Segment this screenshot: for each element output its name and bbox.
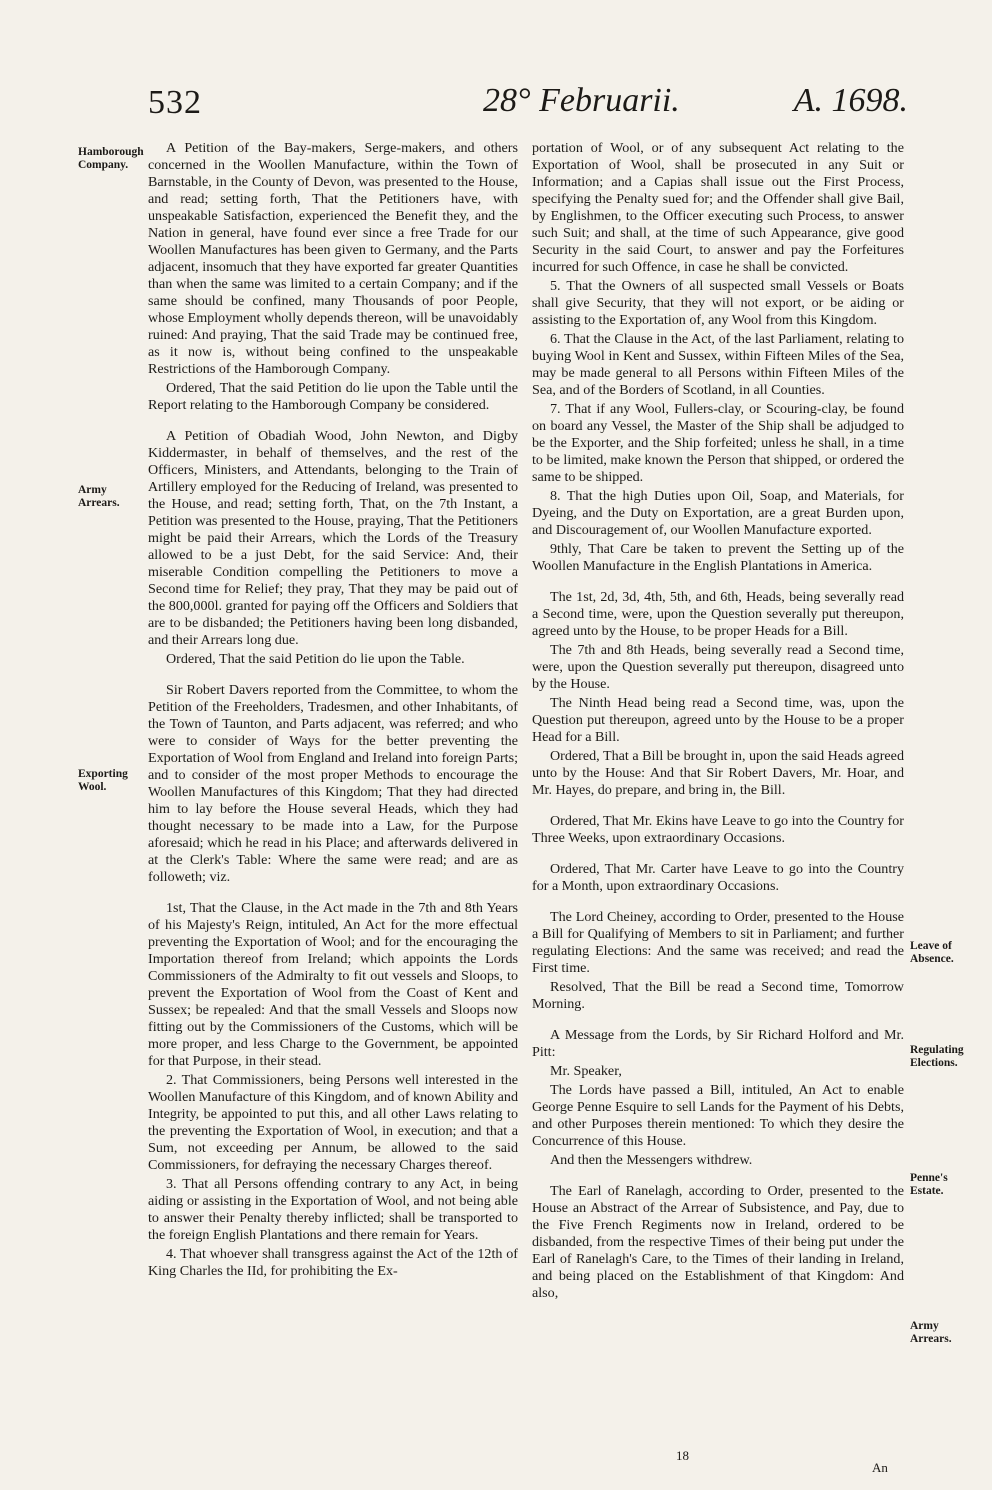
paragraph: 5. That the Owners of all suspected small Vessels or Boats shall give Security, that they will not export, or be aiding or assisting to the Exportation of, any Wool from this Kingdom. (532, 278, 904, 328)
paragraph: Ordered, That Mr. Carter have Leave to go into the Country for a Month, upon extraordinary Occasions. (532, 861, 904, 894)
paragraph: Ordered, That the said Petition do lie upon the Table. (166, 651, 465, 667)
paragraph: 8. That the high Duties upon Oil, Soap, and Materials, for Dyeing, and the Duty on Exportation, are a great Burden upon, and Discouragement of, our Woollen Manufacture exported. (532, 488, 904, 538)
margin-note-army-arrears: Army Arrears. (78, 484, 120, 509)
paragraph: 7. That if any Wool, Fullers-clay, or Scouring-clay, be found on board any Vessel, the Master of the Ship shall be adjudged to be the Exporter, and the Ship forfeited; unless he shall, in a time to be limited, make known the Person that shipped, or ordered the same to be shipped. (532, 401, 904, 485)
paragraph: A Petition of Obadiah Wood, John Newton, and Digby Kiddermaster, in behalf of themselves, and the rest of the Officers, Ministers, and Attendants, belonging to the Train of Artillery employed for the Reducing of Ireland, was presented to the House, and read; setting forth, That, on the 7th Instant, a Petition was presented to the House, praying, That the Petitioners might be paid their Arrears, which the Lords of the Treasury allowed to be a just Debt, for the said Service: And, their miserable Condition compelling the Petitioners to move a Second time for Relief; they pray, That they may be paid out of the 800,000l. granted for paying off the Officers and Soldiers that are to be disbanded; the Petitioners having been long disbanded, and their Arrears long due. (148, 428, 518, 648)
paragraph: The 1st, 2d, 3d, 4th, 5th, and 6th, Heads, being severally read a Second time, were, upon the Question severally put thereupon, agreed unto by the House, to be proper Heads for a Bill. (532, 589, 904, 639)
catchword: An (872, 1460, 888, 1475)
paragraph: The Ninth Head being read a Second time, was, upon the Question put thereupon, agreed unto by the House to be a proper Head for a Bill. (532, 695, 904, 745)
left-column (148, 140, 518, 1282)
paragraph: Mr. Speaker, (550, 1063, 622, 1079)
paragraph: 6. That the Clause in the Act, of the last Parliament, relating to buying Wool in Kent and Sussex, within Fifteen Miles of the Sea, may be made general to all Persons within Fifteen Miles of the Sea, and of the Borders of Scotland, in all Counties. (532, 331, 904, 398)
signature-mark: 18 (676, 1448, 689, 1463)
paragraph: Ordered, That a Bill be brought in, upon the said Heads agreed unto by the House: And that Sir Robert Davers, Mr. Hoar, and Mr. Hayes, do prepare, and bring in, the Bill. (532, 748, 904, 798)
paragraph: The Earl of Ranelagh, according to Order, presented to the House an Abstract of the Arrear of Subsistence, and Pay, due to the Five French Regiments now in Ireland, ordered to be disbanded, from the respective Times of their being put under the Earl of Ranelagh's Care, to the Times of their landing in Ireland, and being placed on the Establishment of that Kingdom: And also, (532, 1183, 904, 1301)
page-number: 532 (148, 84, 202, 121)
paragraph: 2. That Commissioners, being Persons well interested in the Woollen Manufacture of this Kingdom, and of known Ability and Integrity, be appointed to put this, and all other Laws relating to the preventing the Exportation of Wool, in execution; and that a Sum, not exceeding per Annum, be allowed to the said Commissioners, for defraying the necessary Charges thereof. (148, 1072, 518, 1173)
paragraph: Resolved, That the Bill be read a Second time, Tomorrow Morning. (532, 979, 904, 1012)
paragraph: The Lords have passed a Bill, intituled, An Act to enable George Penne Esquire to sell Lands for the Payment of his Debts, and other Purposes therein mentioned: To which they desire the Concurrence of this House. (532, 1082, 904, 1149)
paragraph: 1st, That the Clause, in the Act made in the 7th and 8th Years of his Majesty's Reign, intituled, An Act for the more effectual preventing the Exportation of Wool; and for the encouraging the Importation thereof from Ireland; which appoints the Lords Commissioners of the Admiralty to fit out vessels and Sloops, to prevent the Exportation of Wool from the Coast of Kent and Sussex; be repealed: And that the small Vessels and Sloops now fitting out by the Commissioners of the Customs, which will be more proper, and less Charge to the Government, be appointed for that Purpose, in their stead. (148, 900, 518, 1069)
margin-note-exporting-wool: Exporting Wool. (78, 768, 128, 793)
margin-note-army-arrears-2: Army Arrears. (910, 1320, 952, 1345)
paragraph: The Lord Cheiney, according to Order, presented to the House a Bill for Qualifying of Members to sit in Parliament; and further regulating Elections: And the same was received; and read the First time. (532, 909, 904, 976)
header-date: 28° Februarii. (483, 82, 680, 119)
paragraph: portation of Wool, or of any subsequent Act relating to the Exportation of Wool, shall be prosecuted in any Suit or Information; and a Capias shall issue out the First Process, specifying the Penalty sued for; and the Offender shall give Bail, by Englishmen, to the Officer executing such Process, to answer such Suit; and shall, at the time of such Appearance, give good Security in the said Court, to answer and pay the Forfeitures incurred for such Offence, in case he shall be convicted. (532, 140, 904, 275)
margin-note-pennes-estate: Penne's Estate. (910, 1172, 948, 1197)
right-column (532, 140, 904, 1304)
paragraph: 3. That all Persons offending contrary to any Act, in being aiding or assisting in the Exportation of Wool, and not being able to answer their Penalty thereby inflicted; shall be transported to the foreign English Plantations and there remain for Years. (148, 1176, 518, 1243)
paragraph: And then the Messengers withdrew. (550, 1152, 753, 1168)
paragraph: 9thly, That Care be taken to prevent the Setting up of the Woollen Manufacture in the English Plantations in America. (532, 541, 904, 574)
paragraph: The 7th and 8th Heads, being severally read a Second time, were, upon the Question severally put thereupon, disagreed unto by the House. (532, 642, 904, 692)
paragraph: Ordered, That the said Petition do lie upon the Table until the Report relating to the Hamborough Company be considered. (148, 380, 518, 413)
running-header (148, 78, 908, 134)
margin-note-hamborough: Hamborough Company. (78, 146, 144, 171)
paragraph: A Message from the Lords, by Sir Richard Holford and Mr. Pitt: (532, 1027, 904, 1060)
header-year: A. 1698. (793, 82, 908, 119)
margin-note-regulating-elections: Regulating Elections. (910, 1044, 964, 1069)
paragraph: Sir Robert Davers reported from the Committee, to whom the Petition of the Freeholders, Tradesmen, and other Inhabitants, of the Town of Taunton, and Parts adjacent, was referred; and who were to consider of Ways for the better preventing the Exportation of Wool from England and Ireland into foreign Parts; and to consider of the most proper Methods to encourage the Woollen Manufactures of this Kingdom; That they had directed him to lay before the House several Heads, which they had thought necessary to be made into a Law, for the Purpose aforesaid; which he read in his Place; and afterwards delivered in at the Clerk's Table: Where the same were read; and are as followeth; viz. (148, 682, 518, 885)
paragraph: A Petition of the Bay-makers, Serge-makers, and others concerned in the Woollen Manufacture, within the Town of Barnstable, in the County of Devon, was presented to the House, and read; setting forth, That the Petitioners have, with unspeakable Satisfaction, experienced the Benefit they, and the Nation in general, have found ever since a free Trade for our Woollen Manufactures has been given to Germany, and the Parts adjacent, insomuch that they have exported far greater Quantities than when the same was limited to a certain Company; and if the same should be confined, many Thousands of poor People, whose Employment wholly depends thereon, will be unavoidably ruined: And praying, That the said Trade may be continued free, as it now is, without being confined to the unspeakable Restrictions of the Hamborough Company. (148, 140, 518, 377)
paragraph: 4. That whoever shall transgress against the Act of the 12th of King Charles the IId, for prohibiting the Ex- (148, 1246, 518, 1279)
paragraph: Ordered, That Mr. Ekins have Leave to go into the Country for Three Weeks, upon extraordinary Occasions. (532, 813, 904, 846)
margin-note-leave-of-absence: Leave of Absence. (910, 940, 954, 965)
